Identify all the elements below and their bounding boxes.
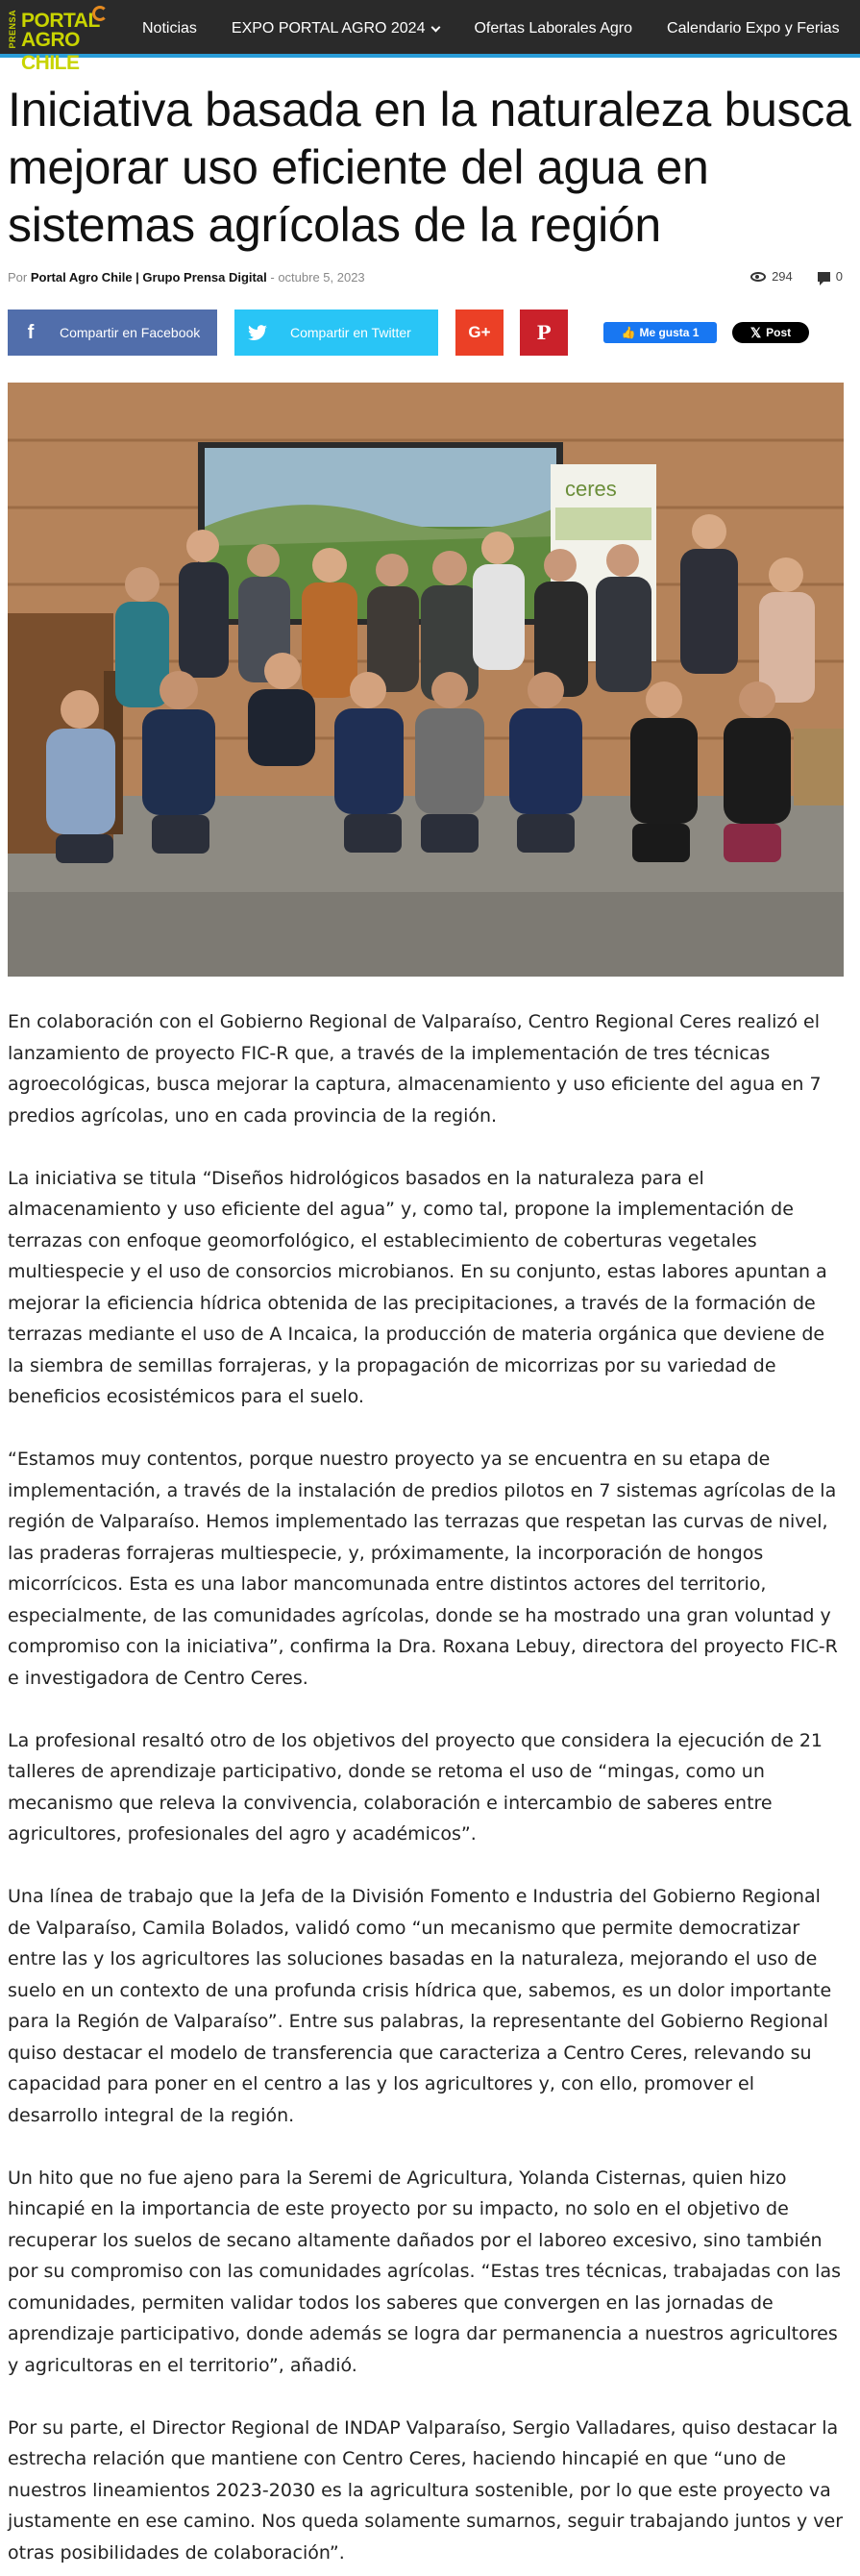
share-pinterest-button[interactable] bbox=[520, 310, 568, 356]
article-paragraph: La profesional resaltó otro de los objetivos del proyecto que considera la ejecución de 21 talleres de aprendizaje participativo, donde se retoma el uso de “mingas, como un mecanismo que releva la convivencia, colaboración e intercambio de saberes entre agricultores, profesionales del agro y académicos”. bbox=[8, 1729, 823, 1845]
comments-count[interactable]: 0 bbox=[835, 269, 843, 284]
logo-line-2: AGRO CHILE bbox=[21, 29, 80, 74]
nav-item-noticias[interactable] bbox=[125, 20, 214, 37]
article-date: octubre 5, 2023 bbox=[278, 270, 365, 285]
like-label: Me gusta 1 bbox=[639, 326, 700, 339]
views-count: 294 bbox=[772, 269, 793, 284]
article-stats bbox=[750, 269, 843, 284]
logo-side-text: PRENSA bbox=[8, 10, 17, 49]
author-link[interactable]: Portal Agro Chile | Grupo Prensa Digital bbox=[30, 270, 267, 285]
share-twitter-label: Compartir en Twitter bbox=[290, 325, 411, 340]
nav-item-label: Calendario Expo y Ferias bbox=[667, 20, 840, 37]
group-photo-illustration bbox=[8, 383, 844, 977]
nav-item-ofertas[interactable] bbox=[456, 20, 650, 37]
nav-item-expo[interactable] bbox=[214, 20, 457, 37]
byline-prefix: Por bbox=[8, 270, 28, 285]
article-title: Iniciativa basada en la naturaleza busca mejorar uso eficiente del agua en sistemas agrícolas de la región bbox=[8, 83, 851, 252]
article-paragraph: La iniciativa se titula “Diseños hidrológicos basados en la naturaleza para el almacenamiento y uso eficiente del agua” y, como tal, propone la implementación de terrazas con enfoque geomorfológico, el establecimiento de coberturas vegetales multiespecie y el uso de consorcios microbianos. En su conjunto, estas labores apuntan a mejorar la eficiencia hídrica obtenida de las precipitaciones, a través de la formación de terrazas mediante el uso de A Incaica, la producción de materia orgánica que deviene de la siembra de semillas forrajeras, y la propagación de micorrizas por su variedad de beneficios ecosistémicos para el suelo. bbox=[8, 1167, 827, 1407]
article-paragraph: “Estamos muy contentos, porque nuestro proyecto ya se encuentra en su etapa de implementación, a través de la instalación de predios pilotos en 7 sistemas agrícolas de la región de Valparaíso. Hemos implementado las terrazas que respetan las curvas de nivel, las praderas forrajeras multiespecie, y, próximamente, la incorporación de hongos micorrícicos. Esta es una labor mancomunada entre distintos actores del territorio, especialmente, de las comunidades agrícolas, donde se ha mostrado una gran voluntad y compromiso con la iniciativa”, confirma la Dra. Roxana Lebuy, directora del proyecto FIC-R e investigadora de Centro Ceres. bbox=[8, 1449, 838, 1689]
nav-item-label: Ofertas Laborales Agro bbox=[474, 20, 633, 37]
logo-sun-icon bbox=[92, 6, 108, 21]
share-facebook-label: Compartir en Facebook bbox=[60, 325, 201, 340]
banner-text: ceres bbox=[565, 477, 617, 501]
share-facebook-button[interactable] bbox=[8, 310, 217, 356]
main-nav bbox=[125, 0, 857, 58]
nav-item-label: EXPO PORTAL AGRO 2024 bbox=[231, 20, 426, 37]
pinterest-icon: P bbox=[536, 321, 552, 344]
thumbs-up-icon: 👍 bbox=[621, 326, 636, 339]
eye-icon bbox=[750, 272, 766, 282]
post-label: Post bbox=[766, 326, 792, 339]
article-paragraph: Por su parte, el Director Regional de INDAP Valparaíso, Sergio Valladares, quiso destacar la estrecha relación que mantiene con Centro Ceres, haciendo hincapié en que “uno de nuestros lineamientos 2023-2030 es la agricultura sostenible, por lo que este proyecto va justamente en ese camino. Nos queda solamente sumarnos, seguir trabajando juntos y ver otras posibilidades de colaboración”. bbox=[8, 2416, 844, 2564]
meta-separator: - bbox=[270, 270, 275, 285]
article-paragraph: Un hito que no fue ajeno para la Seremi de Agricultura, Yolanda Cisternas, quien hizo hincapié en la importancia de este proyecto por su impacto, no solo en el objetivo de recuperar los suelos de secano altamente dañados por el laboreo excesivo, sino también por su compromiso con las comunidades agrícolas. “Estas tres técnicas, trabajadas con las comunidades, permiten validar todos los saberes que convergen en las jornadas de aprendizaje participativo, donde además se logra dar permanencia a nuestros agricultores y agricultoras en el territorio”, añadió. bbox=[8, 2167, 842, 2376]
article-meta bbox=[8, 270, 365, 285]
nav-item-calendario[interactable] bbox=[650, 20, 857, 37]
article-paragraph: En colaboración con el Gobierno Regional de Valparaíso, Centro Regional Ceres realizó el lanzamiento de proyecto FIC-R que, a través de la implementación de tres técnicas agroecológicas, busca mejorar la captura, almacenamiento y uso eficiente del agua en 7 predios agrícolas, uno en cada provincia de la región. bbox=[8, 1011, 822, 1127]
site-logo[interactable] bbox=[8, 6, 110, 74]
article-body bbox=[8, 1006, 846, 2576]
comment-icon[interactable] bbox=[818, 272, 830, 282]
logo-line-1: PORTAL bbox=[21, 10, 100, 32]
share-googleplus-button[interactable] bbox=[455, 310, 504, 356]
share-twitter-button[interactable] bbox=[234, 310, 438, 356]
twitter-icon bbox=[234, 310, 281, 356]
featured-photo[interactable] bbox=[8, 383, 844, 977]
facebook-like-button[interactable] bbox=[603, 322, 717, 343]
nav-item-label: Noticias bbox=[142, 20, 197, 37]
chevron-down-icon bbox=[431, 22, 441, 32]
x-post-button[interactable] bbox=[732, 322, 809, 343]
article-paragraph: Una línea de trabajo que la Jefa de la División Fomento e Industria del Gobierno Regional de Valparaíso, Camila Bolados, validó como “un mecanismo que permite democratizar entre las y los agricultores las soluciones basadas en la naturaleza, mejorando el uso de suelo en un contexto de una profunda crisis hídrica que, sabemos, es un dolor importante para la Región de Valparaíso”. Entre sus palabras, la representante del Gobierno Regional quiso destacar el modelo de transferencia que caracteriza a Centro Ceres, relevando su capacidad para poner en el centro a las y los agricultores y, con ello, promover el desarrollo integral de la región. bbox=[8, 1886, 832, 2126]
top-navbar bbox=[0, 0, 860, 74]
x-icon: 𝕏 bbox=[749, 324, 762, 340]
googleplus-icon: G+ bbox=[468, 323, 491, 341]
facebook-icon: f bbox=[27, 321, 35, 343]
